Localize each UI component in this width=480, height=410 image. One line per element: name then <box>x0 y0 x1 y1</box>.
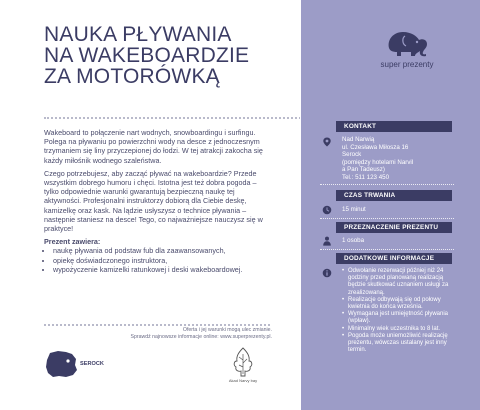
page-title <box>44 24 284 87</box>
extra-info-item: • Wymagana jest umiejętność pływania (wpław). <box>342 311 452 325</box>
contact-line: Serock <box>342 151 362 159</box>
extra-info-item: • Minimalny wiek uczestnika to 8 lat. <box>342 326 452 333</box>
extra-info-heading: DODATKOWE INFORMACJE <box>336 253 452 264</box>
description-paragraph: Wakeboard to połączenie nart wodnych, snowboardingu i surfingu. Polega na pływaniu po powierzchni wody na desce z jednoczesnym trzymaniem się liny przyczepionej do łodzi. W tej atrakcji zakocha się każdy miłośnik wodnego szaleństwa. <box>44 128 263 165</box>
footnote-line: Oferta i jej warunki mogą ulec zmianie. <box>182 327 272 333</box>
contact-line: Nad Narwią <box>342 136 375 143</box>
elephant-logo-icon <box>381 26 433 58</box>
contact-line: a Pan Tadeusz) <box>342 166 385 174</box>
contact-line: ul. Czesława Miłosza 16 <box>342 143 409 151</box>
clock-icon <box>322 205 332 215</box>
duration-heading: CZAS TRWANIA <box>336 190 452 201</box>
contains-item: • wypożyczenie kamizelki ratunkowej i deski wakeboardowej. <box>53 265 272 274</box>
sidebar-divider <box>320 218 454 219</box>
contains-list <box>44 246 272 274</box>
extra-info-list-wrapper <box>342 268 452 354</box>
contains-item: • opiekę doświadczonego instruktora, <box>53 256 272 265</box>
location-pin-icon <box>322 137 332 147</box>
duration-value: 15 minut <box>342 206 366 213</box>
contact-details <box>342 136 452 182</box>
contains-item: • naukę pływania od podstaw fub dla zaawansowanych, <box>53 246 272 255</box>
brand-logo <box>370 26 444 69</box>
sidebar-divider <box>320 249 454 250</box>
extra-info-item: • Pogoda może uniemożliwić realizację prezentu, wówczas ustalany jest inny termin. <box>342 333 452 355</box>
contact-line: (pomiędzy hotelami Narvil <box>342 158 414 166</box>
contact-heading: KONTAKT <box>336 121 452 132</box>
description-body <box>44 128 272 274</box>
extra-info-list <box>342 268 452 354</box>
brand-name: super prezenty <box>380 60 434 69</box>
contains-heading: Prezent zawiera: <box>44 237 101 247</box>
sidebar-divider <box>320 184 454 185</box>
venue-logo-icon <box>230 346 256 380</box>
offer-footnote <box>44 327 272 341</box>
footnote-line: Sprawdź najnowsze informacje online: www.superprezenty.pl. <box>130 333 272 340</box>
poland-map-icon <box>44 350 78 378</box>
description-paragraph: Czego potrzebujesz, aby zacząć pływać na wakeboardzie? Przede wszystkim dobrego humoru i chęci. Istotna jest też dobra pogoda – tylko odpowiednie warunki gwarantują bezpieczną naukę tej aktywności. Profesjonalni instruktorzy dobiorą dla Ciebie deskę, kamizelkę oraz kask. Na lądzie usłyszysz o technice pływania – następnie staniesz na desce! Tego, co najważniejsze nauczysz się w praktyce! <box>44 168 263 234</box>
dotted-divider-bottom <box>44 324 270 326</box>
person-icon <box>322 236 332 246</box>
extra-info-item: • Odwołanie rezerwacji później niż 24 godziny przed planowaną realizacją będzie skutkować uznaniem usługi za zrealizowaną. <box>342 268 452 297</box>
title-line: ZA MOTORÓWKĄ <box>44 65 220 88</box>
dotted-divider-top <box>44 117 344 119</box>
venue-logo-label: Akad Narvy bay <box>228 378 258 383</box>
participants-heading: PRZEZNACZENIE PREZENTU <box>336 222 452 233</box>
contact-phone: Tel.: 511 123 450 <box>342 173 390 181</box>
panel-divider <box>300 0 301 410</box>
location-label: SEROCK <box>80 361 104 367</box>
extra-info-item: • Realizacje odbywają się od połowy kwietnia do końca września. <box>342 297 452 311</box>
title-line: NA WAKEBOARDZIE <box>44 44 250 67</box>
participants-value: 1 osoba <box>342 237 365 244</box>
info-icon <box>322 268 332 278</box>
title-line: NAUKA PŁYWANIA <box>44 23 232 46</box>
